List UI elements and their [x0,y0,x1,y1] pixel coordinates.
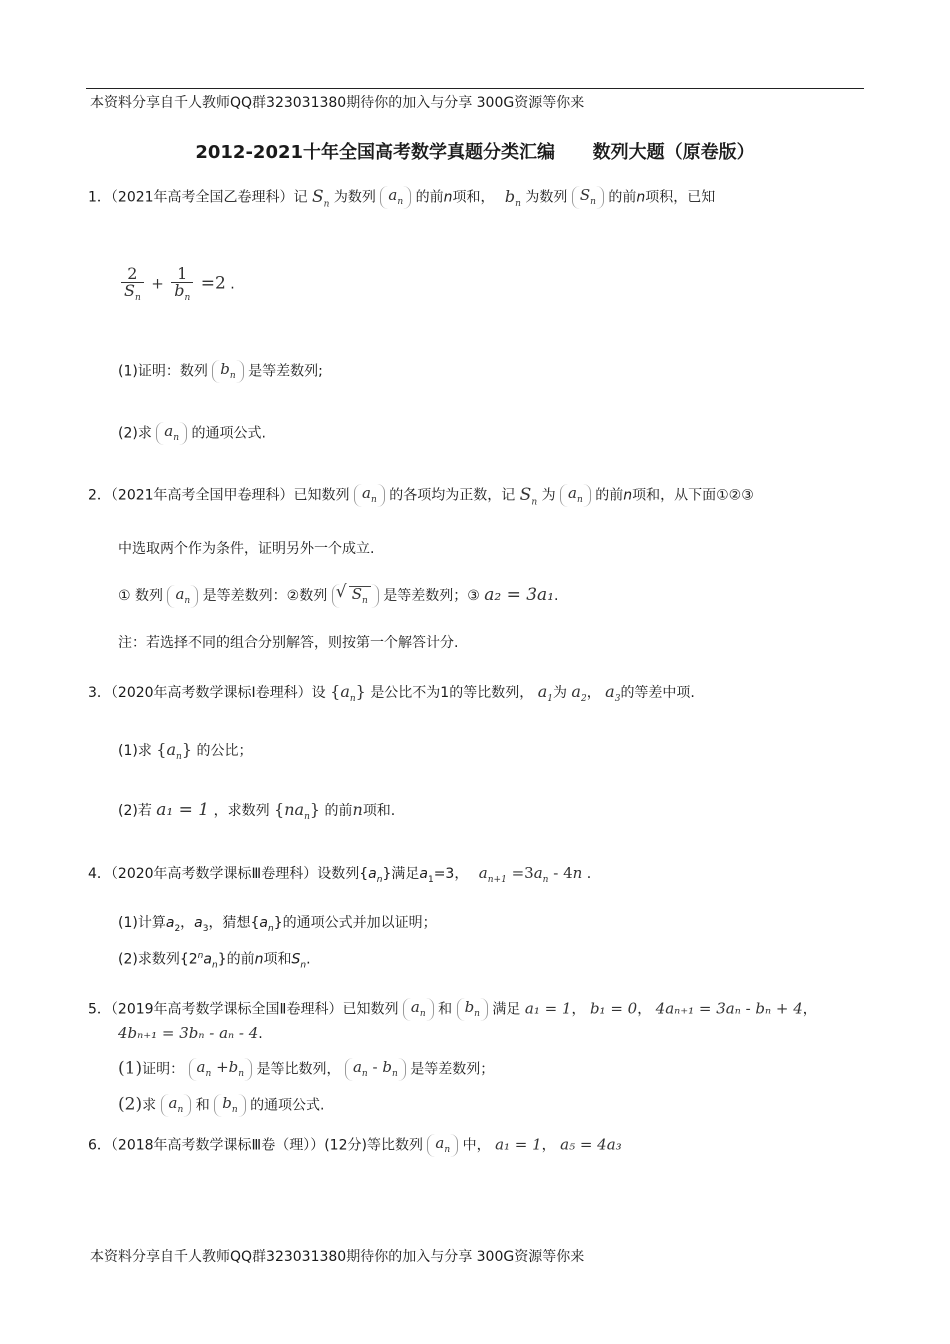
q5-stem-line2: 4bₙ₊₁ = 3bₙ - aₙ - 4. [118,1024,263,1042]
q5-part-1: (1)证明： $a_n +b_n$ 是等比数列， $a_n - b_n$ 是等差数列； [118,1058,495,1079]
q3-stem: 3．（2020年高考数学课标Ⅰ卷理科）设 $\{a_n\}$ 是公比不为1的等比数列， $a_1$为 $a_2$， $a_3$的等差中项. [88,682,695,705]
q2-stem: 2．（2021年高考全国甲卷理科）已知数列 $a_n$ 的各项均为正数，记 $S_n$ 为 $a_n$ 的前n项和，从下面①②③ [88,484,754,507]
q3-part-2: (2)若 a₁ = 1 ，求数列 $\{na_n\}$ 的前n项和. [118,800,396,823]
q5-stem: 5．（2019年高考数学课标全国Ⅱ卷理科）已知数列 $a_n$ 和 $b_n$ 满足 a₁ = 1， b₁ = 0， 4aₙ₊₁ = 3aₙ - bₙ + 4， [88,998,817,1019]
q4-part-1: (1)计算$a_2$，$a_3$，猜想$\{a_n\}$的通项公式并加以证明； [118,915,437,934]
q1-given-equation: $\frac{2}{S_n}$ + $\frac{1}{b_n}$ =2 . [118,266,235,303]
header-rule [86,88,864,89]
q6-stem: 6．（2018年高考数学课标Ⅲ卷（理））(12分)等比数列 $a_n$ 中， a₁ = 1， a₅ = 4a₃ [88,1134,622,1155]
q2-conditions: ① 数列 $a_n$ 是等差数列：②数列 √ $S_n$ 是等差数列；③ a₂ = 3a₁. [118,584,558,608]
page-footer: 本资料分享自千人教师QQ群323031380期待你的加入与分享 300G资源等你来 [90,1249,585,1265]
q5-part-2: (2)求 $a_n$ 和 $b_n$ 的通项公式. [118,1094,325,1115]
q4-part-2: (2)求数列$\{2^na_n\}$的前n项和$S_n$. [118,951,311,971]
q4-stem: 4．（2020年高考数学课标Ⅲ卷理科）设数列$\{a_n\}$满足$a_1=3$， $a_{n+1} =3a_n - 4n$ . [88,864,592,885]
q1-part-1: (1)证明：数列 $b_n$ 是等差数列; [118,360,323,381]
page-header: 本资料分享自千人教师QQ群323031380期待你的加入与分享 300G资源等你来 [90,95,585,111]
q2-note: 注：若选择不同的组合分别解答，则按第一个解答计分. [118,635,459,651]
q1-part-2: (2)求 $a_n$ 的通项公式. [118,422,266,443]
document-title: 2012-2021十年全国高考数学真题分类汇编 数列大题（原卷版） [195,142,755,163]
q1-stem: 1．（2021年高考全国乙卷理科）记 $S_n$ 为数列 $a_n$ 的前n项和， $b_n$ 为数列 $S_n$ 的前n项积，已知 [88,186,716,209]
q2-stem-line2: 中选取两个作为条件，证明另外一个成立. [118,541,375,557]
q3-part-1: (1)求 $\{a_n\}$ 的公比； [118,740,253,763]
